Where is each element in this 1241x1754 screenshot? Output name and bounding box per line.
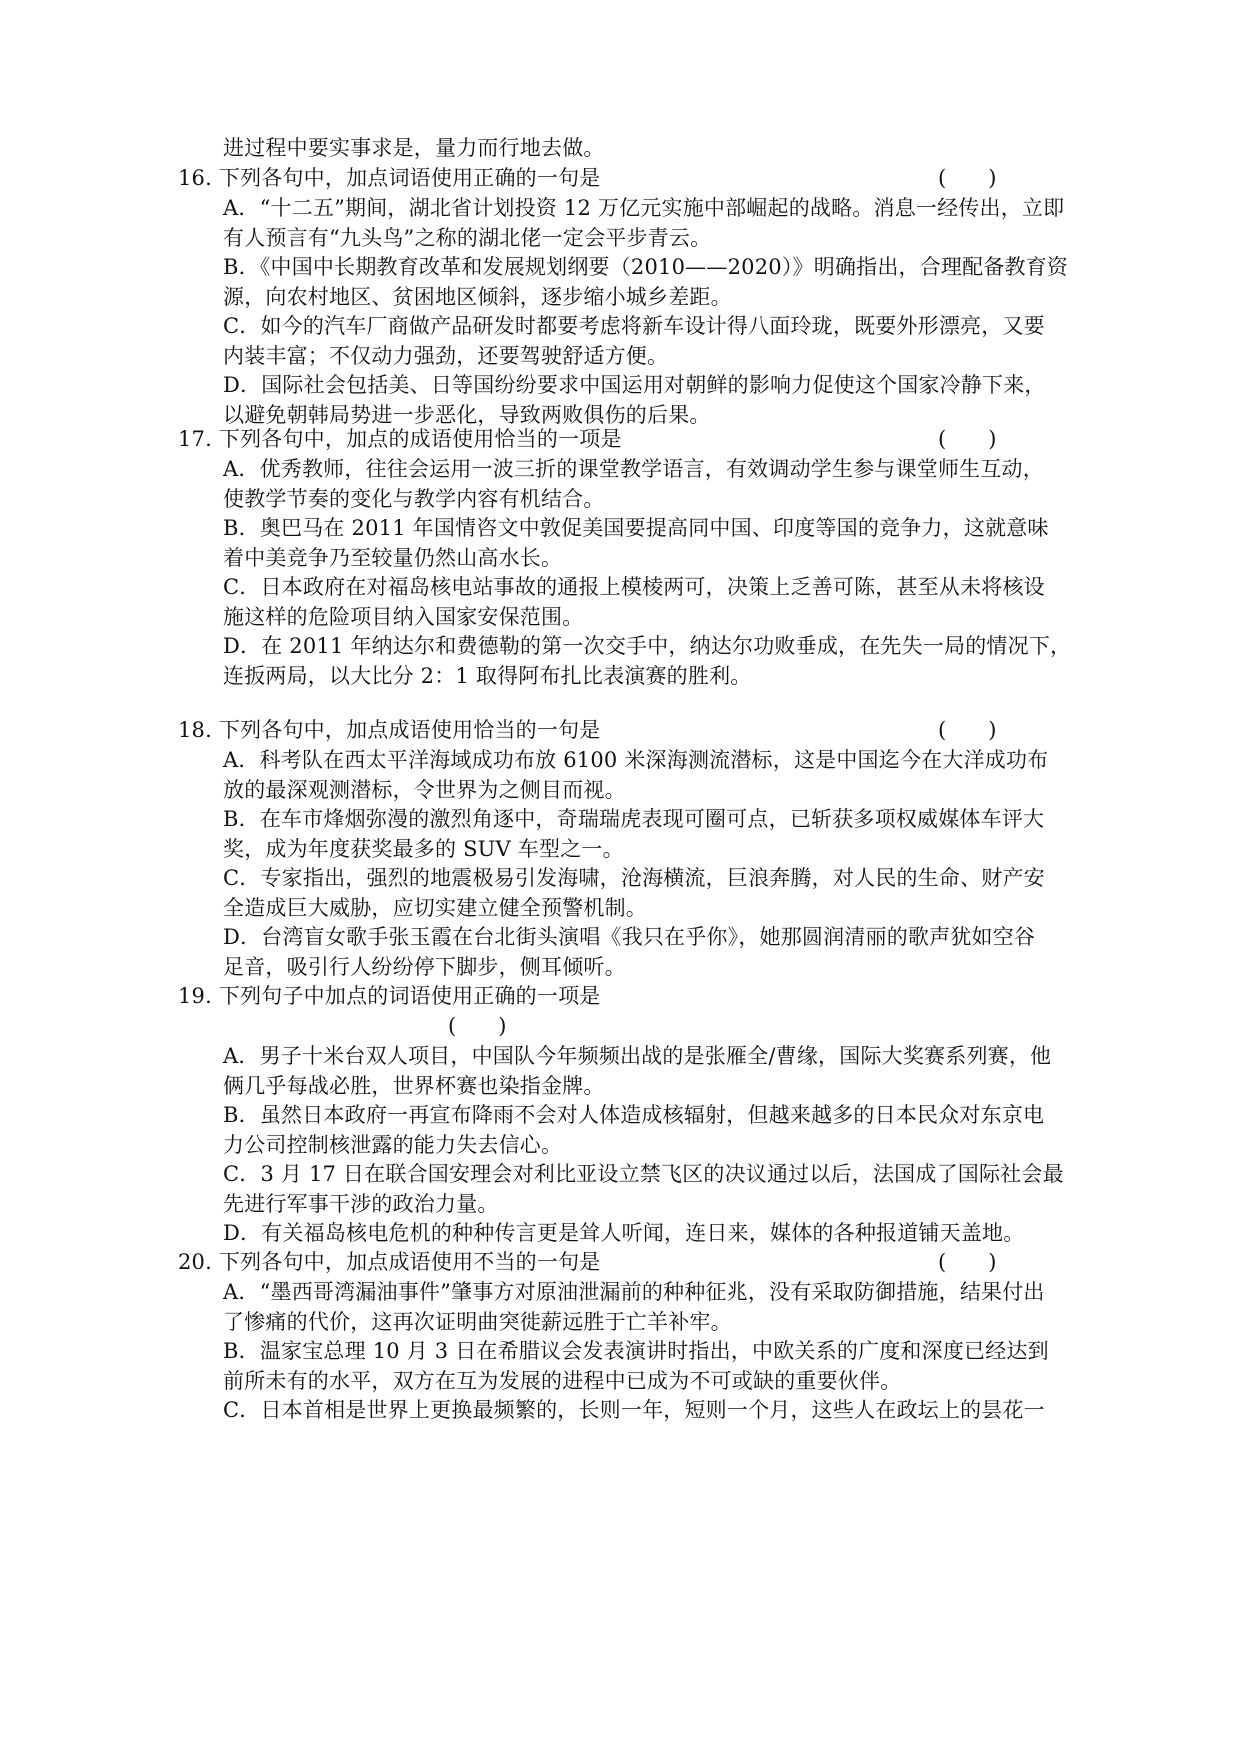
question-20-option-a-line-2: 了惨痛的代价，这再次证明曲突徙薪远胜于亡羊补牢。 (223, 1310, 732, 1334)
question-19-option-a-line-2: 俩几乎每战必胜，世界杯赛也染指金牌。 (223, 1074, 605, 1098)
question-17-stem: 17. 下列各句中，加点的成语使用恰当的一项是 (178, 427, 622, 451)
question-17-option-b-line-1: B．奥巴马在 2011 年国情咨文中敦促美国要提高同中国、印度等国的竞争力，这就意味 (223, 516, 1049, 540)
question-20-option-c-line-1: C．日本首相是世界上更换最频繁的，长则一年，短则一个月，这些人在政坛上的昙花一 (223, 1398, 1045, 1422)
question-18-option-b-line-2: 奖，成为年度获奖最多的 SUV 车型之一。 (223, 837, 624, 861)
question-20-option-b-line-1: B．温家宝总理 10 月 3 日在希腊议会发表演讲时指出，中欧关系的广度和深度已经达到 (223, 1339, 1049, 1363)
question-17-option-d-line-1: D．在 2011 年纳达尔和费德勒的第一次交手中，纳达尔功败垂成，在先失一局的情况下， (223, 634, 1072, 658)
question-19-option-d-line-1: D．有关福岛核电危机的种种传言更是耸人听闻，连日来，媒体的各种报道铺天盖地。 (223, 1221, 1025, 1245)
question-18-answer-bracket[interactable]: ( ) (938, 718, 997, 742)
question-18-option-a-line-2: 放的最深观测潜标，令世界为之侧目而视。 (223, 778, 626, 802)
question-17-option-a-line-1: A．优秀教师，往往会运用一波三折的课堂教学语言，有效调动学生参与课堂师生互动， (223, 457, 1044, 481)
question-16-stem: 16. 下列各句中，加点词语使用正确的一句是 (178, 166, 601, 190)
question-19-option-c-line-1: C．3 月 17 日在联合国安理会对利比亚设立禁飞区的决议通过以后，法国成了国际社会最 (223, 1162, 1064, 1186)
question-19-stem: 19. 下列句子中加点的词语使用正确的一项是 (178, 984, 601, 1008)
question-16-option-a-line-1: A．“十二五”期间，湖北省计划投资 12 万亿元实施中部崛起的战略。消息一经传出，立即 (223, 196, 1065, 220)
question-18-option-d-line-2: 足音，吸引行人纷纷停下脚步，侧耳倾听。 (223, 955, 626, 979)
question-18-stem: 18. 下列各句中，加点成语使用恰当的一句是 (178, 718, 601, 742)
question-16-option-d-line-2: 以避免朝韩局势进一步恶化，导致两败俱伤的后果。 (223, 403, 711, 427)
question-17-option-c-line-1: C．日本政府在对福岛核电站事故的通报上模棱两可，决策上乏善可陈，甚至从未将核设 (223, 575, 1045, 599)
question-19-option-b-line-2: 力公司控制核泄露的能力失去信心。 (223, 1133, 563, 1157)
intro-continuation: 进过程中要实事求是，量力而行地去做。 (223, 136, 605, 160)
question-20-option-b-line-2: 前所未有的水平，双方在互为发展的进程中已成为不可或缺的重要伙伴。 (223, 1369, 902, 1393)
question-16-option-b-line-1: B．《中国中长期教育改革和发展规划纲要（2010——2020）》明确指出，合理配备教育资 (223, 255, 1069, 279)
question-18-option-d-line-1: D．台湾盲女歌手张玉霞在台北街头演唱《我只在乎你》，她那圆润清丽的歌声犹如空谷 (223, 925, 1036, 949)
question-18-option-c-line-1: C．专家指出，强烈的地震极易引发海啸，沧海横流，巨浪奔腾，对人民的生命、财产安 (223, 866, 1045, 890)
question-16-option-b-line-2: 源，向农村地区、贫困地区倾斜，逐步缩小城乡差距。 (223, 285, 732, 309)
question-16-option-c-line-1: C．如今的汽车厂商做产品研发时都要考虑将新车设计得八面玲珑，既要外形漂亮，又要 (223, 314, 1045, 338)
question-17-option-d-line-2: 连扳两局，以大比分 2：1 取得阿布扎比表演赛的胜利。 (223, 664, 752, 688)
question-19-option-c-line-2: 先进行军事干涉的政治力量。 (223, 1192, 499, 1216)
question-16-option-c-line-2: 内装丰富；不仅动力强劲，还要驾驶舒适方便。 (223, 344, 669, 368)
question-18-option-a-line-1: A．科考队在西太平洋海域成功布放 6100 米深海测流潜标，这是中国迄今在大洋成功布 (223, 748, 1049, 772)
question-18-option-c-line-2: 全造成巨大威胁，应切实建立健全预警机制。 (223, 896, 647, 920)
question-18-option-b-line-1: B．在车市烽烟弥漫的激烈角逐中，奇瑞瑞虎表现可圈可点，已斩获多项权威媒体车评大 (223, 807, 1045, 831)
question-17-answer-bracket[interactable]: ( ) (938, 427, 997, 451)
question-16-option-d-line-1: D．国际社会包括美、日等国纷纷要求中国运用对朝鲜的影响力促使这个国家冷静下来， (223, 373, 1046, 397)
question-20-answer-bracket[interactable]: ( ) (938, 1250, 997, 1274)
question-17-option-c-line-2: 施这样的危险项目纳入国家安保范围。 (223, 605, 584, 629)
question-16-answer-bracket[interactable]: ( ) (938, 166, 997, 190)
question-19-option-b-line-1: B．虽然日本政府一再宣布降雨不会对人体造成核辐射，但越来越多的日本民众对东京电 (223, 1103, 1045, 1127)
question-20-stem: 20. 下列各句中，加点成语使用不当的一句是 (178, 1250, 601, 1274)
question-17-option-b-line-2: 着中美竞争乃至较量仍然山高水长。 (223, 546, 563, 570)
question-20-option-a-line-1: A．“墨西哥湾漏油事件”肇事方对原油泄漏前的种种征兆，没有采取防御措施，结果付出 (223, 1280, 1045, 1304)
question-19-answer-bracket[interactable]: ( ) (448, 1014, 507, 1038)
question-19-option-a-line-1: A．男子十米台双人项目，中国队今年频频出战的是张雁全/曹缘，国际大奖赛系列赛，他 (223, 1044, 1052, 1068)
question-16-option-a-line-2: 有人预言有“九头鸟”之称的湖北佬一定会平步青云。 (223, 226, 712, 250)
question-17-option-a-line-2: 使教学节奏的变化与教学内容有机结合。 (223, 487, 605, 511)
